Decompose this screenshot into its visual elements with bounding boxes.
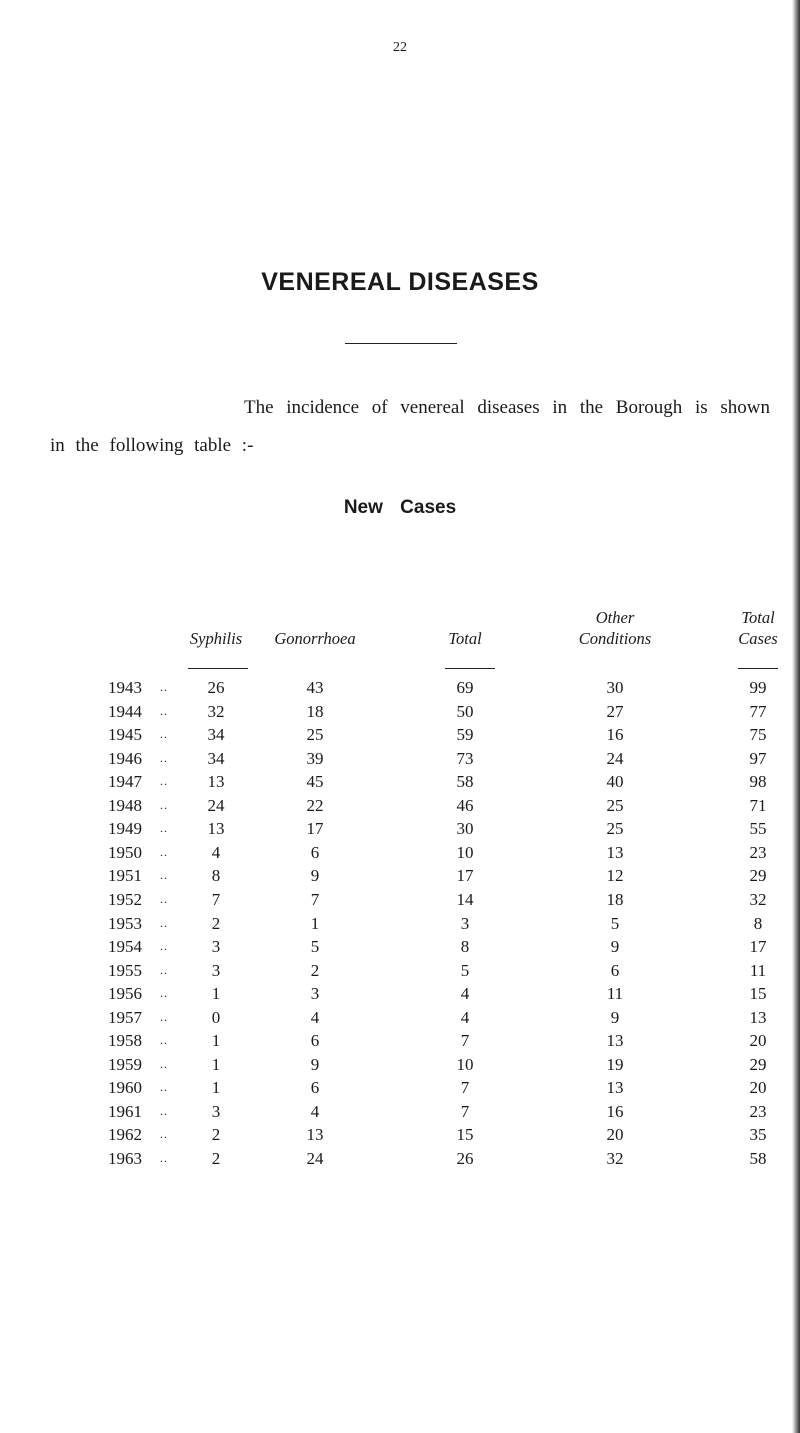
cell-total-cases: 15	[749, 984, 767, 1004]
cell-syphilis: 34	[207, 748, 225, 768]
leader-dots: ..	[160, 915, 168, 930]
cell-other: 16	[606, 1101, 624, 1121]
leader-dots: ..	[160, 1009, 168, 1024]
cell-gonorrhoea: 6	[310, 1031, 320, 1051]
cell-year: 1946	[108, 748, 142, 768]
cell-year: 1951	[108, 866, 142, 886]
header-total-line: Total	[448, 629, 482, 648]
header-other-conditions	[560, 607, 670, 649]
page-number: 22	[393, 40, 407, 55]
cell-other: 12	[606, 866, 624, 886]
table-row	[0, 912, 800, 935]
cell-year: 1943	[108, 678, 142, 697]
cell-gonorrhoea: 43	[306, 678, 324, 697]
leader-dots: ..	[160, 797, 168, 812]
cell-gonorrhoea: 13	[306, 1125, 324, 1145]
header-rule-total-cases	[738, 668, 778, 669]
cell-total-cases: 23	[749, 842, 767, 862]
table-row	[0, 1123, 800, 1146]
cell-total: 4	[460, 1007, 470, 1027]
table-row	[0, 959, 800, 982]
cell-total: 46	[456, 795, 474, 815]
table-row	[0, 723, 800, 746]
cell-total-cases: 20	[749, 1031, 767, 1051]
header-rule-syphilis	[188, 668, 248, 669]
leader-dots: ..	[160, 1103, 168, 1118]
cell-year: 1944	[108, 701, 142, 721]
cell-other: 5	[610, 913, 620, 933]
cell-total: 58	[456, 772, 474, 792]
cell-gonorrhoea: 17	[306, 819, 324, 839]
header-total-cases-line-1: Total	[741, 608, 775, 627]
header-syphilis	[176, 628, 256, 649]
header-rule-total	[445, 668, 495, 669]
cell-gonorrhoea: 39	[306, 748, 324, 768]
cell-total-cases: 98	[749, 772, 767, 792]
cell-gonorrhoea: 7	[310, 889, 320, 909]
leader-dots: ..	[160, 774, 168, 789]
header-other-line-2: Conditions	[578, 629, 652, 648]
cell-gonorrhoea: 9	[310, 866, 320, 886]
cell-syphilis: 4	[211, 842, 221, 862]
leader-dots: ..	[160, 1080, 168, 1095]
cell-year: 1947	[108, 772, 142, 792]
cell-total: 50	[456, 701, 474, 721]
cell-syphilis: 3	[211, 1101, 221, 1121]
cell-syphilis: 8	[211, 866, 221, 886]
cell-gonorrhoea: 22	[306, 795, 324, 815]
cell-total: 10	[456, 1054, 474, 1074]
cell-syphilis: 32	[207, 701, 225, 721]
document-title: VENEREAL DISEASES	[261, 268, 539, 296]
table-row	[0, 794, 800, 817]
title-divider	[345, 343, 457, 344]
cell-gonorrhoea: 3	[310, 984, 320, 1004]
cell-syphilis: 1	[211, 1031, 221, 1051]
cell-other: 9	[610, 937, 620, 957]
cell-gonorrhoea: 6	[310, 1078, 320, 1098]
cell-total-cases: 75	[749, 725, 767, 745]
cell-total-cases: 11	[749, 960, 767, 980]
cell-total: 15	[456, 1125, 474, 1145]
cell-year: 1957	[108, 1007, 142, 1027]
cell-total: 26	[456, 1149, 474, 1168]
cell-total-cases: 55	[749, 819, 767, 839]
header-other-line-1: Other	[595, 608, 635, 627]
table-row	[0, 1029, 800, 1052]
cell-other: 24	[606, 748, 624, 768]
cell-other: 18	[606, 889, 624, 909]
cell-gonorrhoea: 4	[310, 1101, 320, 1121]
cell-other: 13	[606, 842, 624, 862]
table-row	[0, 935, 800, 958]
cell-syphilis: 13	[207, 819, 225, 839]
table-row	[0, 982, 800, 1005]
cell-other: 25	[606, 819, 624, 839]
cell-total: 30	[456, 819, 474, 839]
cell-syphilis: 2	[211, 913, 221, 933]
leader-dots: ..	[160, 680, 168, 694]
cell-year: 1959	[108, 1054, 142, 1074]
table-row	[0, 817, 800, 840]
table-row	[0, 1006, 800, 1029]
table-row	[0, 1076, 800, 1099]
table-row	[0, 1100, 800, 1123]
cell-other: 20	[606, 1125, 624, 1145]
cell-other: 30	[606, 678, 624, 697]
cell-other: 40	[606, 772, 624, 792]
leader-dots: ..	[160, 703, 168, 718]
table-row	[0, 1147, 800, 1170]
cell-gonorrhoea: 2	[310, 960, 320, 980]
table-row	[0, 864, 800, 887]
cell-syphilis: 2	[211, 1149, 221, 1168]
cell-year: 1960	[108, 1078, 142, 1098]
leader-dots: ..	[160, 1056, 168, 1071]
leader-dots: ..	[160, 939, 168, 954]
cell-total: 4	[460, 984, 470, 1004]
cell-year: 1954	[108, 937, 142, 957]
cell-total: 10	[456, 842, 474, 862]
table-row	[0, 747, 800, 770]
cell-total: 59	[456, 725, 474, 745]
cell-syphilis: 3	[211, 937, 221, 957]
cell-syphilis: 1	[211, 984, 221, 1004]
cell-total-cases: 29	[749, 866, 767, 886]
cell-total: 69	[456, 678, 474, 697]
cell-gonorrhoea: 45	[306, 772, 324, 792]
leader-dots: ..	[160, 986, 168, 1001]
cell-syphilis: 24	[207, 795, 225, 815]
cell-gonorrhoea: 25	[306, 725, 324, 745]
cell-total: 7	[460, 1078, 470, 1098]
header-gonorrhoea	[265, 628, 365, 649]
intro-paragraph: The incidence of venereal diseases in the Borough is shown in the following table :-	[50, 397, 770, 456]
cell-other: 27	[606, 701, 624, 721]
cell-total-cases: 29	[749, 1054, 767, 1074]
table-row	[0, 841, 800, 864]
cell-syphilis: 1	[211, 1078, 221, 1098]
cell-other: 13	[606, 1078, 624, 1098]
table-row	[0, 1053, 800, 1076]
cell-total-cases: 35	[749, 1125, 767, 1145]
table-row	[0, 700, 800, 723]
leader-dots: ..	[160, 891, 168, 906]
cell-other: 25	[606, 795, 624, 815]
cell-total: 14	[456, 889, 474, 909]
table-row	[0, 676, 800, 699]
cell-other: 19	[606, 1054, 624, 1074]
leader-dots: ..	[160, 1151, 168, 1165]
cell-syphilis: 34	[207, 725, 225, 745]
cell-year: 1955	[108, 960, 142, 980]
cell-year: 1958	[108, 1031, 142, 1051]
cell-year: 1963	[108, 1149, 142, 1168]
cell-year: 1961	[108, 1101, 142, 1121]
cell-other: 9	[610, 1007, 620, 1027]
cell-gonorrhoea: 1	[310, 913, 320, 933]
cell-syphilis: 26	[207, 678, 225, 697]
cell-syphilis: 1	[211, 1054, 221, 1074]
cell-total: 17	[456, 866, 474, 886]
cell-gonorrhoea: 18	[306, 701, 324, 721]
cell-total-cases: 77	[749, 701, 767, 721]
cell-total-cases: 97	[749, 748, 767, 768]
cell-syphilis: 7	[211, 889, 221, 909]
cell-total-cases: 58	[749, 1149, 767, 1168]
cell-other: 6	[610, 960, 620, 980]
cell-gonorrhoea: 24	[306, 1149, 324, 1168]
leader-dots: ..	[160, 750, 168, 765]
cell-other: 16	[606, 725, 624, 745]
cell-year: 1950	[108, 842, 142, 862]
cell-total-cases: 17	[749, 937, 767, 957]
leader-dots: ..	[160, 962, 168, 977]
cell-year: 1956	[108, 984, 142, 1004]
header-total-cases	[722, 607, 794, 649]
cell-total-cases: 20	[749, 1078, 767, 1098]
cell-total-cases: 8	[753, 913, 763, 933]
leader-dots: ..	[160, 1033, 168, 1048]
leader-dots: ..	[160, 844, 168, 859]
cell-other: 32	[606, 1149, 624, 1168]
table-caption: New Cases	[343, 497, 457, 518]
cell-total: 7	[460, 1101, 470, 1121]
cell-total: 7	[460, 1031, 470, 1051]
cell-total-cases: 71	[749, 795, 767, 815]
leader-dots: ..	[160, 1127, 168, 1142]
leader-dots: ..	[160, 821, 168, 836]
cell-gonorrhoea: 4	[310, 1007, 320, 1027]
cell-gonorrhoea: 6	[310, 842, 320, 862]
cell-other: 13	[606, 1031, 624, 1051]
cell-year: 1953	[108, 913, 142, 933]
header-gonorrhoea-line: Gonorrhoea	[274, 629, 356, 648]
cell-year: 1952	[108, 889, 142, 909]
cell-total: 73	[456, 748, 474, 768]
cell-total: 3	[460, 913, 470, 933]
cell-year: 1948	[108, 795, 142, 815]
header-total	[425, 628, 505, 649]
cell-total-cases: 23	[749, 1101, 767, 1121]
table-row	[0, 770, 800, 793]
cell-gonorrhoea: 5	[310, 937, 320, 957]
cell-total: 8	[460, 937, 470, 957]
cell-syphilis: 13	[207, 772, 225, 792]
cell-gonorrhoea: 9	[310, 1054, 320, 1074]
cell-syphilis: 3	[211, 960, 221, 980]
cell-total-cases: 32	[749, 889, 767, 909]
cell-year: 1962	[108, 1125, 142, 1145]
header-total-cases-line-2: Cases	[738, 629, 778, 648]
page-edge-shadow	[792, 0, 800, 1433]
table-row	[0, 888, 800, 911]
header-syphilis-line: Syphilis	[189, 629, 243, 648]
leader-dots: ..	[160, 868, 168, 883]
cell-total: 5	[460, 960, 470, 980]
cell-year: 1949	[108, 819, 142, 839]
cell-year: 1945	[108, 725, 142, 745]
cell-total-cases: 13	[749, 1007, 767, 1027]
cell-syphilis: 0	[211, 1007, 221, 1027]
leader-dots: ..	[160, 727, 168, 742]
cell-syphilis: 2	[211, 1125, 221, 1145]
cell-other: 11	[606, 984, 624, 1004]
cell-total-cases: 99	[749, 678, 767, 697]
